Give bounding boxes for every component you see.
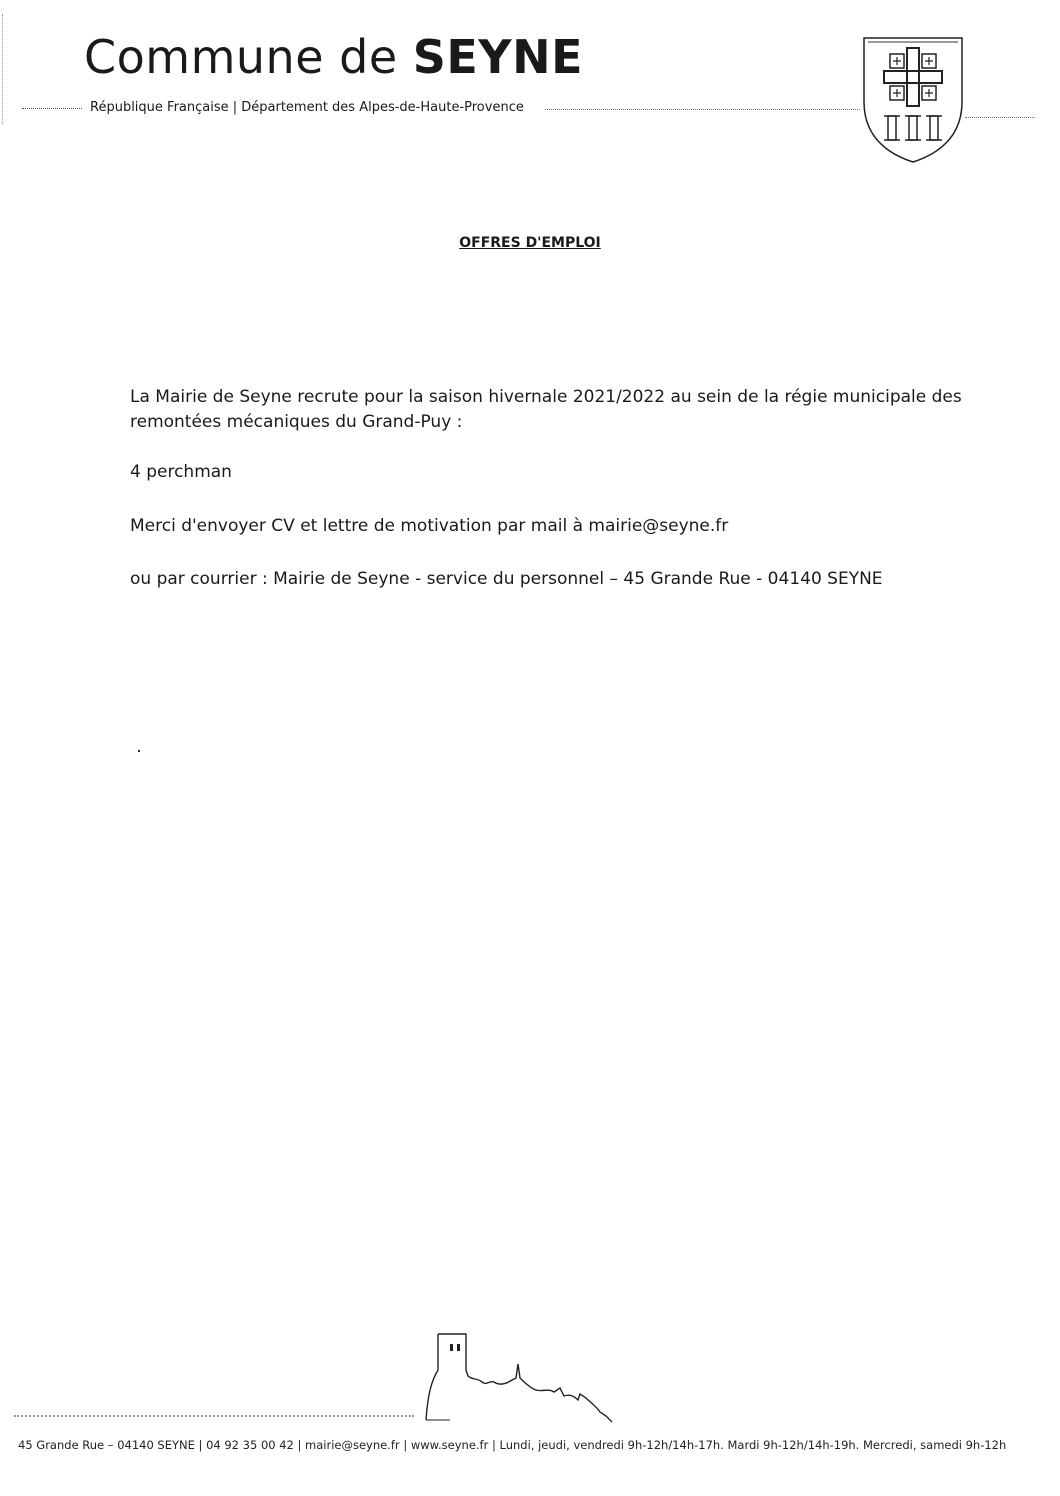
title-name: SEYNE [412, 30, 584, 84]
coat-of-arms-icon [860, 32, 966, 164]
paragraph-recruitment: La Mairie de Seyne recrute pour la saison hivernale 2021/2022 au sein de la régie municipale des remontées mécaniques du Grand-Puy : [130, 387, 962, 432]
paragraph-positions: 4 perchman [130, 462, 232, 482]
paragraph-email-instructions: Merci d'envoyer CV et lettre de motivation par mail à mairie@seyne.fr [130, 516, 729, 536]
subline-divider-left [22, 108, 82, 109]
subline-divider-right [545, 109, 860, 110]
title-prefix: Commune de [84, 30, 398, 84]
subline-divider-far [965, 117, 1035, 118]
stray-mark [138, 750, 140, 752]
header-subline [0, 100, 860, 120]
commune-title [84, 30, 583, 84]
paragraph-postal-instructions: ou par courrier : Mairie de Seyne - service du personnel – 45 Grande Rue - 04140 SEYNE [130, 569, 883, 589]
village-skyline-icon [420, 1330, 620, 1425]
subline-text: République Française | Département des Alpes-de-Haute-Provence [90, 100, 524, 115]
footer-contact: 45 Grande Rue – 04140 SEYNE | 04 92 35 00 42 | mairie@seyne.fr | www.seyne.fr | Lundi, jeudi, vendredi 9h-12h/14h-17h. Mardi 9h-12h/14h-19h. Mercredi, samedi 9h-12h [18, 1438, 1007, 1452]
heading-text: OFFRES D'EMPLOI [459, 235, 601, 251]
footer-divider [14, 1415, 414, 1417]
document-heading [0, 234, 1060, 252]
